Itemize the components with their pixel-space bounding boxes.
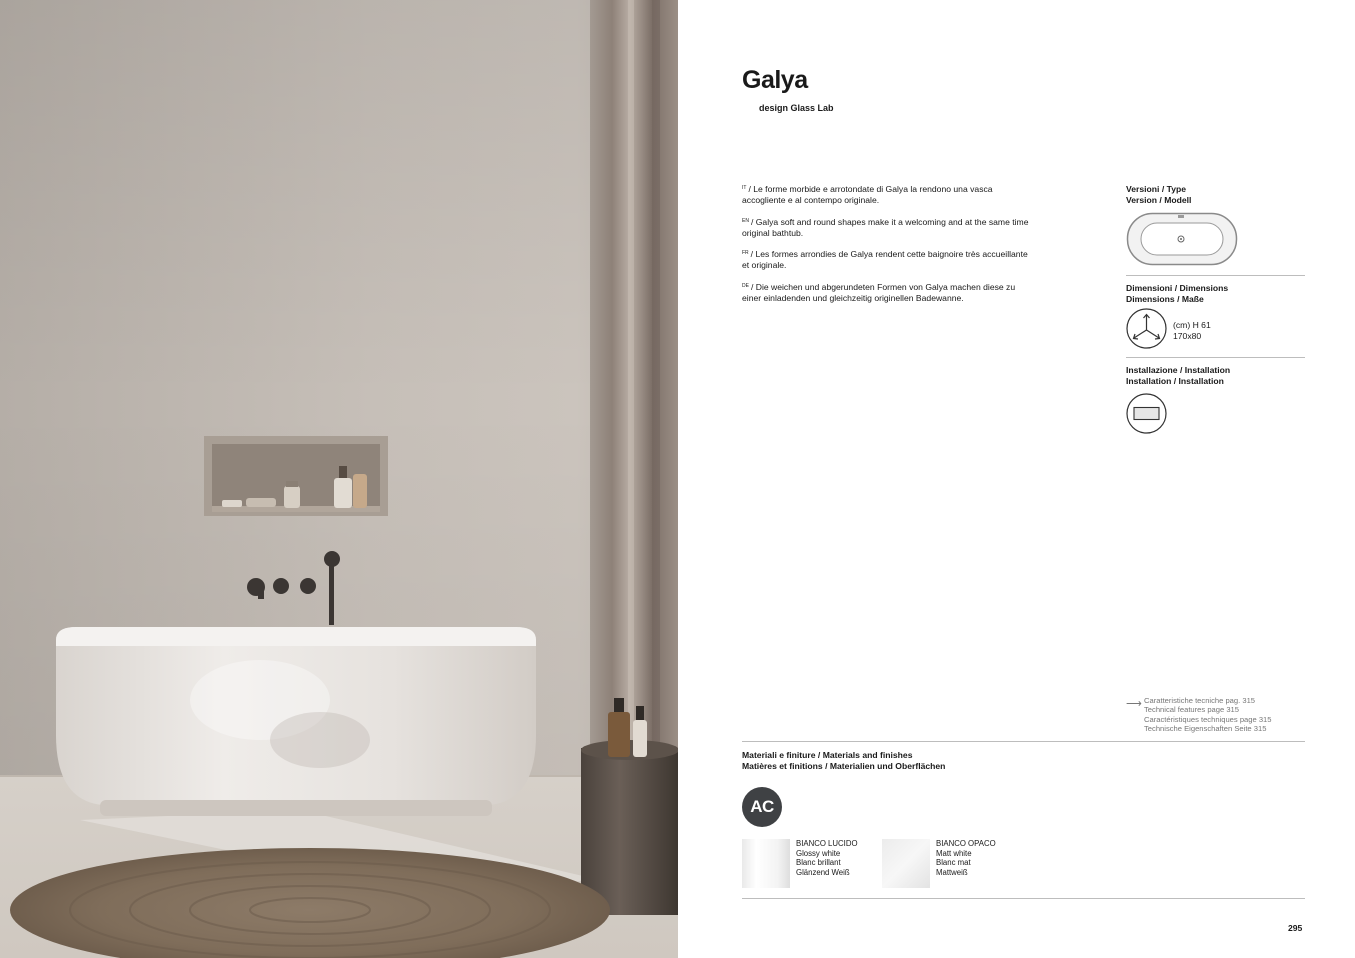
divider (1126, 275, 1305, 276)
arrow-right-icon: ⟶ (1126, 698, 1142, 710)
description-it: $^{IT}$ / Le forme morbide e arrotondate di Galya la rendono una vasca accogliente e al contempo originale. (742, 184, 993, 205)
description-fr: $^{FR}$ / Les formes arrondies de Galya rendent cette baignoire très accueillante et originale. (742, 249, 1028, 270)
dimensions-axes-icon (1126, 308, 1167, 349)
divider (1126, 357, 1305, 358)
divider (742, 898, 1305, 899)
product-title: Galya (742, 66, 808, 94)
product-designer: design Glass Lab (759, 103, 834, 113)
matt-white-swatch (882, 839, 930, 888)
description-de: $^{DE}$ / Die weichen und abgerundeten Formen von Galya machen diese zu einer einladenden und gleichzeitig originellen Badewanne. (742, 281, 1016, 303)
material-badge: AC (742, 787, 782, 827)
glossy-white-swatch (742, 839, 790, 888)
dimensions-heading: Dimensioni / Dimensions Dimensions / Maße (1126, 283, 1229, 304)
dimensions-value: (cm) H 61 170x80 (1173, 320, 1211, 341)
finish-label: BIANCO OPACO Matt white Blanc mat Mattweiß (936, 839, 996, 877)
product-description (742, 184, 1032, 314)
materials-heading: Materiali e finiture / Materials and finishes Matières et finitions / Materialien und Oberflächen (742, 750, 946, 771)
divider (742, 741, 1305, 742)
version-heading: Versioni / Type Version / Modell (1126, 184, 1192, 205)
finish-label: BIANCO LUCIDO Glossy white Blanc brillant Glänzend Weiß (796, 839, 858, 877)
page-number: 295 (1288, 923, 1303, 933)
freestanding-installation-icon (1126, 393, 1167, 434)
description-en: $^{EN}$ / Galya soft and round shapes make it a welcoming and at the same time original bathtub. (742, 216, 1029, 238)
installation-heading: Installazione / Installation Installation / Installation (1126, 365, 1231, 386)
bathtub-top-view-icon (1126, 212, 1238, 266)
catalogue-page: Galya design Glass Lab $^{IT}$ / Le forme morbide e arrotondate di Galya la rendono una vasca accogliente e al contempo originale. $^{EN}$ / Galya soft and round shapes make it a welcoming and at the same time original bathtub. $^{FR}$ / Les formes arrondies de Galya rendent cette baignoire très accueillante et originale. $^{DE}$ / Die weichen und abgerundeten Formen von Galya machen diese zu einer einladenden und gleichzeitig originellen Badewanne. Versioni / Type Version / Modell Dimensioni / Dimensions Dimensions / Maße (cm) H 61 170x80 Installazione / Installation Installation / Installation ⟶ Caratteristiche tecniche pag. 315 Technical features page 315 Caractéristiques techniques page 315 Technische Eigenschaften Seite 315 Materiali e finiture / Materials and finishes Matières et finitions / Materialien und Oberflächen AC BIANCO LUCIDO Glossy white Blanc brillant Glänzend Weiß BIANCO OPACO Matt white Blanc mat Mattweiß 295 (678, 0, 1355, 958)
